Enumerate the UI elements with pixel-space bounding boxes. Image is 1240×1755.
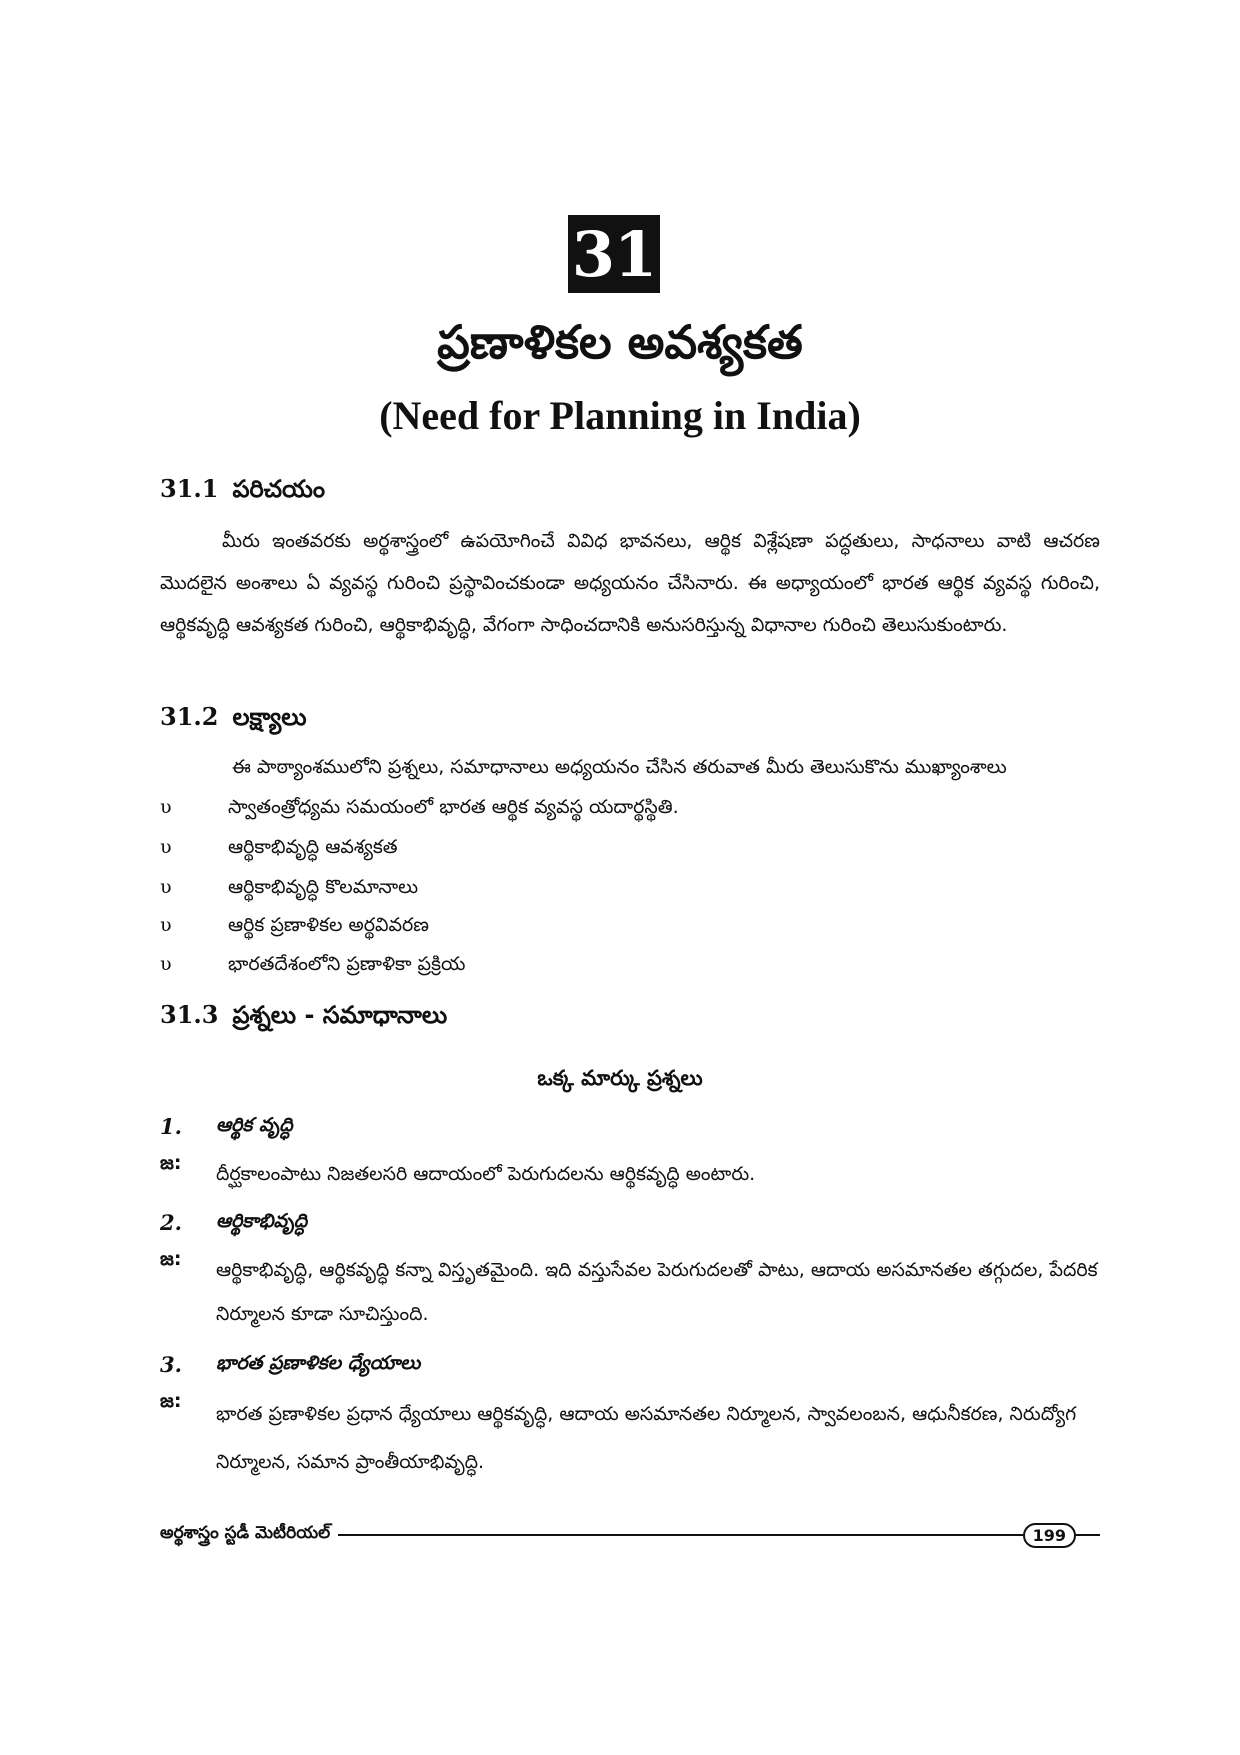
list-item-text: స్వాతంత్రోధ్యమ సమయంలో భారత ఆర్థిక వ్యవస్థ యదార్థస్థితి.: [228, 796, 679, 818]
question-text: ఆర్థికాభివృద్ధి: [216, 1210, 308, 1232]
bullet-icon: υ: [160, 953, 172, 975]
objectives-intro: ఈ పాఠ్యాంశములోని ప్రశ్నలు, సమాధానాలు అధ్యయనం చేసిన తరువాత మీరు తెలుసుకొను ముఖ్యాంశాలు: [232, 756, 1007, 778]
list-item: [160, 953, 465, 980]
answer-row: [160, 1248, 1100, 1336]
list-item-text: భారతదేశంలోని ప్రణాళికా ప్రక్రియ: [228, 953, 466, 975]
list-item-text: ఆర్థికాభివృద్ధి కొలమానాలు: [228, 876, 419, 898]
list-item: [160, 796, 679, 823]
question-number: 1.: [160, 1114, 182, 1139]
introduction-paragraph: [160, 520, 1100, 646]
footer-title: అర్థశాస్త్రం స్టడీ మెటీరియల్: [160, 1523, 331, 1543]
answer-text: ఆర్థికాభివృద్ధి, ఆర్థికవృద్ధి కన్నా విస్తృతమైంది. ఇది వస్తుసేవల పెరుగుదలతో పాటు, ఆదాయ అసమానతల తగ్గుదల, పేదరిక నిర్మూలన కూడా సూచిస్తుంది.: [216, 1259, 1098, 1325]
page-number: 199: [1023, 1523, 1076, 1548]
bullet-icon: υ: [160, 914, 172, 936]
section-heading-objectives: [160, 702, 307, 737]
question-number: 2.: [160, 1210, 182, 1235]
bullet-icon: υ: [160, 876, 172, 898]
list-item: [160, 836, 398, 863]
chapter-number: 31: [568, 215, 660, 293]
section-title: లక్ష్యాలు: [232, 703, 307, 731]
chapter-subtitle: (Need for Planning in India): [379, 393, 861, 438]
answer-label: జ:: [160, 1248, 182, 1270]
section-title: ప్రశ్నలు - సమాధానాలు: [232, 1001, 448, 1029]
question-row: [160, 1210, 307, 1237]
answer-text: దీర్ఘకాలంపాటు నిజతలసరి ఆదాయంలో పెరుగుదలను ఆర్థికవృద్ధి అంటారు.: [216, 1163, 756, 1185]
introduction-text: మీరు ఇంతవరకు అర్థశాస్త్రంలో ఉపయోగించే వివిధ భావనలు, ఆర్థిక విశ్లేషణా పద్ధతులు, సాధనాలు వాటి ఆచరణ మొదలైన అంశాలు ఏ వ్యవస్థ గురించి ప్రస్థావించకుండా అధ్యయనం చేసినారు. ఈ అధ్యాయంలో భారత ఆర్థిక వ్యవస్థ గురించి, ఆర్థికవృద్ధి ఆవశ్యకత గురించి, ఆర్థికాభివృద్ధి, వేగంగా సాధించదానికి అనుసరిస్తున్న విధానాల గురించి తెలుసుకుంటారు.: [160, 530, 1100, 636]
list-item-text: ఆర్థిక ప్రణాళికల అర్థవివరణ: [228, 914, 429, 936]
section-number: 31.3: [160, 1000, 219, 1029]
list-item: [160, 914, 429, 941]
answer-label: జ:: [160, 1152, 182, 1174]
question-row: [160, 1352, 420, 1379]
question-text: ఆర్థిక వృద్ధి: [216, 1114, 293, 1136]
answer-text: భారత ప్రణాళికల ప్రధాన ధ్యేయాలు ఆర్థికవృద్ధి, ఆదాయ అసమానతల నిర్మూలన, స్వావలంబన, ఆధునీకరణ, నిరుద్యోగ నిర్మూలన, సమాన ప్రాంతీయాభివృద్ధి.: [216, 1403, 1077, 1473]
footer-rule-end: [1076, 1534, 1100, 1536]
section-heading-questions: [160, 1000, 447, 1035]
footer-rule: [338, 1534, 1022, 1536]
section-title: పరిచయం: [232, 475, 326, 503]
page-footer: [160, 1520, 1100, 1550]
bullet-icon: υ: [160, 796, 172, 818]
answer-label: జ:: [160, 1390, 182, 1412]
one-mark-questions-heading: ఒక్క మార్కు ప్రశ్నలు: [537, 1066, 703, 1090]
section-number: 31.2: [160, 702, 219, 731]
answer-row: [160, 1390, 1100, 1486]
chapter-title: ప్రణాళికల అవశ్యకత: [437, 315, 803, 369]
question-text: భారత ప్రణాళికల ధ్యేయాలు: [216, 1352, 421, 1374]
section-number: 31.1: [160, 474, 219, 503]
bullet-icon: υ: [160, 836, 172, 858]
list-item-text: ఆర్థికాభివృద్ధి ఆవశ్యకత: [228, 836, 398, 858]
section-heading-introduction: [160, 474, 325, 509]
list-item: [160, 876, 418, 903]
answer-row: [160, 1152, 1100, 1196]
question-number: 3.: [160, 1352, 182, 1377]
question-row: [160, 1114, 293, 1141]
